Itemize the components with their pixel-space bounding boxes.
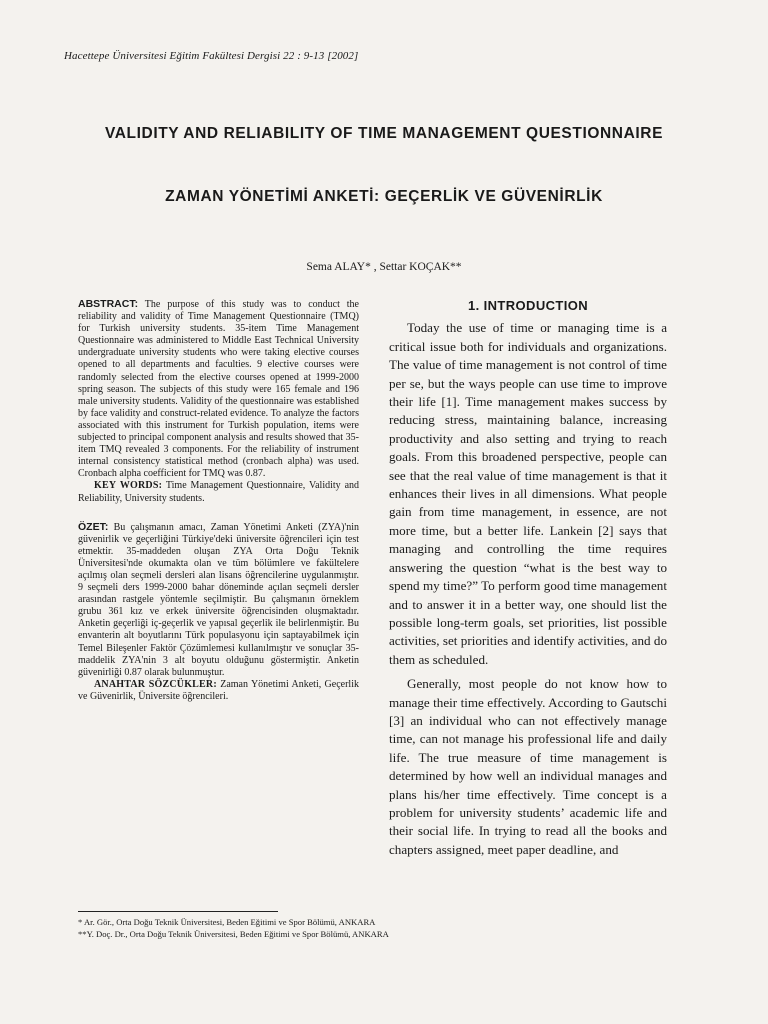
article-title-turkish: ZAMAN YÖNETİMİ ANKETİ: GEÇERLİK VE GÜVENİRLİK (165, 188, 603, 205)
anahtar-sozcukler-label: ANAHTAR SÖZCÜKLER: (94, 678, 217, 690)
journal-citation: Hacettepe Üniversitesi Eğitim Fakültesi Dergisi 22 : 9-13 [2002] (64, 50, 359, 62)
abstract-column (78, 298, 359, 703)
keywords-text: Time Management Questionnaire, Validity and Reliability, University students. (78, 480, 360, 504)
ozet-label: ÖZET: (78, 520, 109, 533)
introduction-column (389, 297, 667, 859)
intro-paragraph-2: Generally, most people do not know how to manage their time effectively. According to Gautschi [3] an individual who can not effectively manage time, can not manage his professional life and daily life. The true measure of time management is determined by how well an individual manages and plans his/her time effectively. Time concept is a problem for university students’ academic life and their social life. In trying to read all the books and chapters assigned, meet paper deadline, and (389, 676, 667, 857)
ozet-text: Bu çalışmanın amacı, Zaman Yönetimi Anketi (ZYA)'nin güvenirlik ve geçerliğini Türkiye'deki üniversite öğrencileri için test etmektir. 35-maddeden oluşan ZYA Orta Doğu Teknik Üniversitesi'nde okumakta olan ve tüm bölümlere ve fakültelere açılmış olan seçmeli dersleri alan lisans öğrencilerine uygulanmıştır. 9 seçmeli ders 1999-2000 bahar döneminde açılan seçmeli dersler arasından rastgele yöntemle seçilmiştir. Bu çalışmanın örneklem grubu 361 kız ve erkek üniversite öğrencisinden oluşmaktadır. Anketin geçerliği iç-geçerlik ve yapısal geçerlik ile belirlenmiştir. Bu envanterin alt boyutlarını Türk populasyonu için saptayabilmek için Temel Bileşenler Faktör Çözümlemesi kullanılmıştır ve sonuçlar 35-maddelik ZYA'nin 3 alt boyutu olduğunu göstermiştir. Anketin güvenirliği 0.87 olarak bulunmuştur. (78, 521, 359, 678)
footnotes (78, 917, 698, 940)
anahtar-sozcukler-paragraph (78, 679, 359, 703)
abstract-text: The purpose of this study was to conduct the reliability and validity of Time Management Questionnaire (TMQ) for Turkish university students. 35-item Time Management Questionnaire was administered to Middle East Technical University undergraduate university students who were taking elective courses opened to all departments and faculties. 9 elective courses were randomly selected from the elective courses opened at 1999-2000 spring season. The subjects of this study were 165 female and 196 male university students. Validity of the questionnaire was established by face validity and construct-related evidence. To analyze the factors associated with this instrument for Turkish population, items were subjected to principal component analysis and results showed that 35-item TMQ revealed 3 components. For the reliability of instrument internal consistency statistical method (cronbach alpha) was used. Cronbach alpha coefficient for TMQ was 0.87. (78, 299, 359, 480)
abstract-label: ABSTRACT: (78, 298, 139, 310)
author-line: Sema ALAY* , Settar KOÇAK** (306, 261, 462, 273)
footnote-1: * Ar. Gör., Orta Doğu Teknik Üniversitesi, Beden Eğitimi ve Spor Bölümü, ANKARA (78, 917, 376, 927)
keywords-label: KEY WORDS: (94, 480, 163, 492)
footnote-divider (78, 911, 278, 912)
article-title-english: VALIDITY AND RELIABILITY OF TIME MANAGEMENT QUESTIONNAIRE (104, 125, 664, 142)
ozet-paragraph (78, 521, 359, 679)
keywords-paragraph (78, 480, 359, 504)
footnote-2: **Y. Doç. Dr., Orta Doğu Teknik Üniversitesi, Beden Eğitimi ve Spor Bölümü, ANKARA (78, 928, 389, 939)
intro-paragraph-1: Today the use of time or managing time is a critical issue both for individuals and organizations. The value of time management is not control of time per se, but the ways people can use time to improve their life [1]. Time management makes success by reducing stress, maintaining balance, increasing productivity and also setting and trying to reach goals. From this broadened perspective, people can see that the real value of time management is that it enhances their lives in all dimensions. What people gain from time management, in essence, are not more time, but a better life. Lankein [2] says that managing and controlling the time requires answering the question “what is the best way to spend my time?” To perform good time management and to answer it in a better way, one should list the possible long-term goals, set priorities, list possible activities, set priorities and identify activities, and do them as scheduled. (389, 320, 667, 667)
section-heading: 1. INTRODUCTION (467, 298, 589, 313)
abstract-paragraph (78, 298, 359, 480)
anahtar-sozcukler-text: Zaman Yönetimi Anketi, Geçerlik ve Güvenirlik, Üniversite öğrencileri. (78, 678, 359, 702)
